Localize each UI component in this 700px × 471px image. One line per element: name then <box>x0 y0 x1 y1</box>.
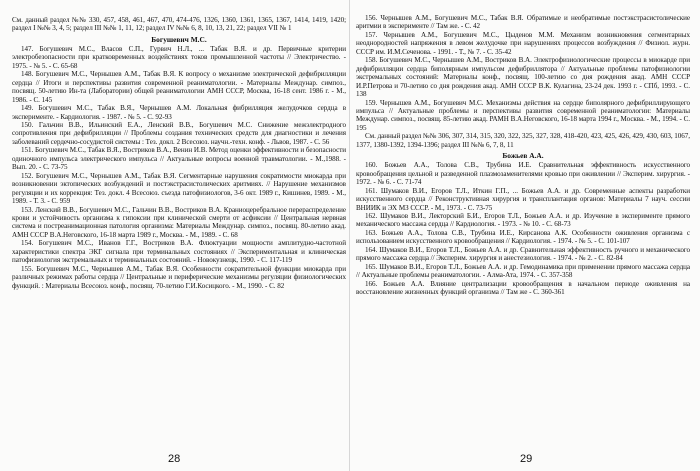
bib-entry: 147. Богушевич М.С., Власов С.П., Гурвич Н.Л., ... Табак В.Я. и др. Первичные критерии электробезопасности при кратковременных воздействиях токов промышленной частоты // Электричество. - 1975. - № 5. - С. 65-68 <box>12 44 346 70</box>
bib-entry: 163. Божьев А.А., Толова С.В., Трубина И.Е., Кирсанова А.К. Особенности оживления организма с использованием искусственного кровообращения // Кардиология. - 1974. - № 5. - С. 101-107 <box>356 228 690 246</box>
page-number: 28 <box>168 453 181 465</box>
bib-entry: 166. Божьев А.А. Влияние централизации кровообращения в начальном периоде оживления на восстановление жизненных функций организма // Там же - С. 360-361 <box>356 279 690 297</box>
bib-entry: 153. Ленский В.В., Богушевич М.С., Гальчин В.В., Востриков В.А. Краниоцеребральное перераспределение крови и устойчивость организма к гипоксии при клинической смерти от асфиксии // Центральная нервная система и постреанимационная патология организма: Материалы Междунар. симпоз., посвящ. 80-летию акад. АМН СССР В.А.Неговского, 16-18 марта 1989 г., Москва. - М., 1989. - С. 68 <box>12 205 346 239</box>
bib-entry: 152. Богушевич М.С., Чернышев А.М., Табак В.Я. Сегментарные нарушения сократимости миокарда при возникновении эктопических возбуждений и постэкстрасистолических аритмиях. // Нарушение механизмов регуляции и их коррекция: Тез. докл. 4 Всесоюз. съезда патофизиологов, 3-6 окт. 1989 г., Кишинев, 1989. - М., 1989. - Т. 3. - С. 959 <box>12 171 346 206</box>
page-number: 29 <box>520 453 533 465</box>
see-also-note: См. данный раздел №№ 330, 457, 458, 461, 467, 470, 474-476, 1326, 1360, 1361, 1365, 1367, 1414, 1419, 1420; раздел I №№ 3, 4, 5; раздел III №№ 1, 11, 12; раздел IV №№ 6, 8, 10, 13, 21, 22; раздел VII № 1 <box>12 16 346 33</box>
bib-entry: 150. Гальчин В.В., Ильинский Е.А., Ленский В.В., Богушевич М.С. Снижение межэлектродного сопротивления при дефибрилляции // Проблемы создания технических средств для диагностики и лечения заболеваний сердечно-сосудистой системы : Тез. докл. 2 Всесоюз. научн.-техн. конф. - Львов, 1987. - С. 56 <box>12 120 346 146</box>
right-page <box>350 0 700 471</box>
bib-entry: 164. Шумаков В.И., Егоров Т.Л., Божьев А.А. и др. Сравнительная эффективность ручного и механического прямого массажа сердца // Эксперим. хирургия и анестезиология. - 1974. - № 2. - С. 82-84 <box>356 245 690 263</box>
bib-entry: 160. Божьев А.А., Толова С.В., Трубина И.Е. Сравнительная эффективность искусственного кровообращения цельной и разведенной плазмозаменителями кровью при оживлении // Эксперим. хирургия. - 1972. - № 6. - С. 71-74 <box>356 161 690 187</box>
bib-entry: 151. Богушевич М.С., Табак В.Я., Востриков В.А., Венин И.В. Метод оценки эффективности и безопасности одиночного импульса электрического импульса // Актуальные вопросы военной травматологии. - М.,1988. - Вып. 20. - С. 73-75 <box>12 146 346 172</box>
see-also-note: См. данный раздел №№ 306, 307, 314, 315, 320, 322, 325, 327, 328, 418-420, 423, 425, 426, 429, 430, 603, 1067, 1377, 1380-1392, 1394-1396; раздел III №№ 6, 7, 8, 11 <box>356 132 690 149</box>
author-heading: Богушевич М.С. <box>151 34 207 44</box>
bib-entry: 158. Богушевич М.С., Чернышев А.М., Востриков В.А. Электрофизиологические процессы в миокарде при дефибрилляции сердца биполярным импульсом дефибриллятора // Актуальные проблемы патофизиологии экстремальных состояний: Материалы конф., посвящ. 100-летию со дня рождения акад. АМН СССР И.Р.Петрова и 70-летию со дня рождения акад. АМН СССР В.К. Кулагина, 23-24 дек. 1993 г. - СПб, 1993. - С. 138 <box>356 56 690 99</box>
bib-entry: 154. Богушевич М.С., Иванов Г.Г., Востриков В.А. Флюктуации мощности амплитудно-частотной характеристики спектра ЭКГ сигнала при терминальных состояниях // Экспериментальная и клиническая патофизиология экстремальных и терминальных состояний. - Новокузнецк, 1990. - С. 117-119 <box>12 239 346 265</box>
bib-entry: 162. Шумаков В.И., Лекторский Б.И., Егоров Т.Л., Божьев А.А. и др. Изучение в эксперименте прямого механического массажа сердца // Кардиология. - 1973. - № 10. - С. 68-73 <box>356 211 690 229</box>
bib-entry: 165. Шумаков В.И., Егоров Т.Л., Божьев А.А. и др. Гемодинамика при применении прямого массажа сердца // Актуальные проблемы реаниматологии. - Алма-Ата, 1974. - С. 357-358 <box>356 262 690 280</box>
bib-entry: 149. Богушевич М.С., Табак В.Я., Чернышев А.М. Локальная фибрилляция желудочков сердца в эксперименте. - Кардиология. - 1987. - № 5. - С. 92-93 <box>12 104 346 121</box>
bib-entry: 159. Чернышев А.М., Богушевич М.С. Механизмы действия на сердце биполярного дефибриллирующего импульса // Актуальные проблемы и перспективы развития современной реаниматологии: Материалы Междунар. симпоз., посвящ. 85-летию акад. РАМН В.А.Неговского, 16-18 марта 1994 г., Москва. - М., 1994. - С. 195 <box>356 98 690 132</box>
author-heading: Божьев А.А. <box>502 151 544 161</box>
bib-entry: 155. Богушевич М.С., Чернышев А.М., Табак В.Я. Особенности сократительной функции миокарда при различных режимах работы сердца // Центральные и периферические механизмы регуляции физиологических функций. : Материалы Всесоюз. конф., посвящ. 70-летию Г.И.Косицкого. - М., 1990. - С. 82 <box>12 264 346 290</box>
bib-entry: 148. Богушевич М.С., Чернышев А.М., Табак В.Я. К вопросу о механизме электрической дефибрилляции сердца // Итоги и перспективы развития современной реаниматологии. - Материалы Междунар. симпоз., посвящ. 50-летию Ин-та (Лаборатории) общей реаниматологии АМН СССР, Москва, 16-18 сент. 1986 г. - М., 1986. - С. 145 <box>12 70 346 104</box>
bib-entry: 156. Чернышев А.М., Богушевич М.С., Табак В.Я. Обратимые и необратимые постэкстрасистолические аритмии в эксперименте // Там же. - С. 42 <box>356 14 690 31</box>
bib-entry: 161. Шумаков В.И., Егоров Т.Л., Иткин Г.П., ... Божьев А.А. и др. Современные аспекты разработки искусственного сердца // Реконструктивная хирургия и трансплантация органов: Материалы 7 науч. сессии ВНИИК и ЭХ МЗ СССР. - М., 1973. - С. 73-75 <box>356 186 690 212</box>
bib-entry: 157. Чернышев А.М., Богушевич М.С., Цыденов М.М. Механизм возникновения сегментарных неоднородностей напряжения в левом желудочке при нарушениях процессов возбуждения // Физиол. журн. СССР им. И.М.Сеченова. - 1991. - Т., № 7. - С. 35-42 <box>356 30 690 56</box>
